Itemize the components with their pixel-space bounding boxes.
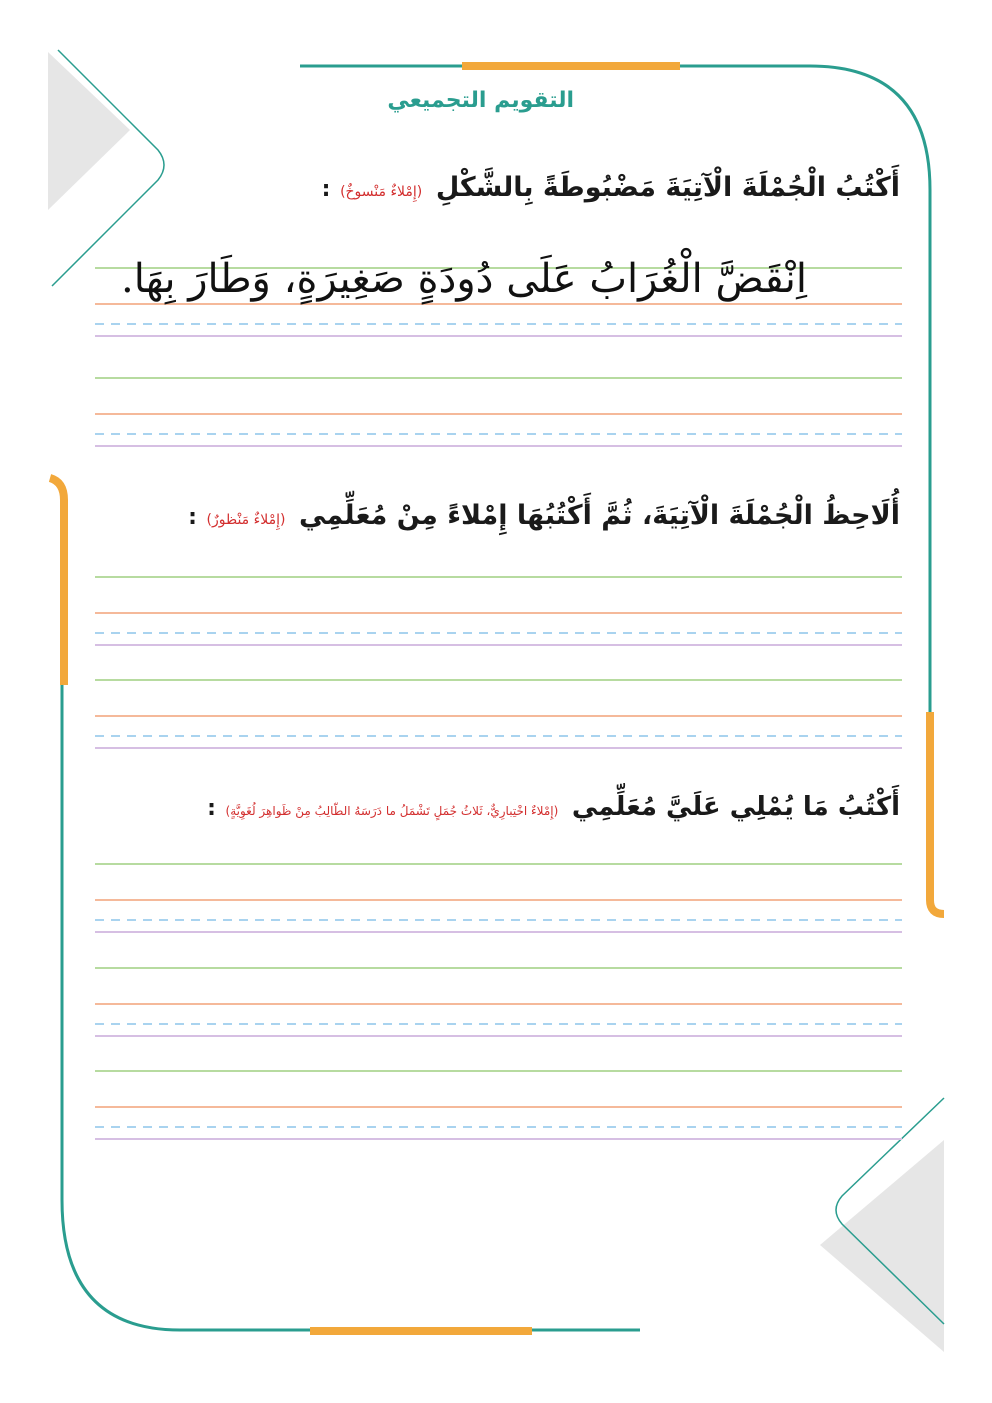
top-left-gray-triangle	[48, 52, 130, 210]
question-3-text: أَكْتُبُ مَا يُمْلِي عَلَيَّ مُعَلِّمِي	[571, 792, 900, 822]
question-2	[188, 500, 900, 531]
handwriting-lines	[95, 268, 902, 1139]
page-title: التقويم التجميعي	[387, 88, 574, 113]
bottom-right-gray-triangle	[820, 1140, 944, 1352]
question-3-note: (إِمْلاءٌ اخْتِبارِيٌّ، ثَلاثُ جُمَلٍ تَشْمَلُ ما دَرَسَهُ الطّالِبُ مِنْ ظَواهِرَ لُغَوِيَّةٍ)	[225, 804, 559, 818]
question-3	[207, 792, 900, 822]
question-1-note: (إِمْلاءٌ مَنْسوخٌ)	[340, 184, 423, 200]
orange-left-bracket	[50, 478, 64, 685]
question-1	[322, 172, 900, 203]
orange-right-bracket	[930, 712, 944, 914]
model-sentence: اِنْقَضَّ الْغُرَابُ عَلَى دُودَةٍ صَغِيرَةٍ، وَطَارَ بِهَا.	[121, 256, 807, 302]
question-3-colon: :	[207, 796, 216, 821]
question-2-colon: :	[188, 505, 197, 530]
question-1-colon: :	[321, 177, 331, 202]
question-2-text: أُلَاحِظُ الْجُمْلَةَ الْآتِيَةَ، ثُمَّ أَكْتُبُهَا إِمْلاءً مِنْ مُعَلِّمِي	[299, 500, 900, 531]
frame-bottom-left	[62, 685, 640, 1330]
question-2-note: (إِمْلاءٌ مَنْظورٌ)	[206, 512, 286, 528]
frame-top-right	[300, 66, 930, 720]
question-1-text: أَكْتُبُ الْجُمْلَةَ الْآتِيَةَ مَضْبُوطَةً بِالشَّكْلِ	[435, 172, 900, 203]
